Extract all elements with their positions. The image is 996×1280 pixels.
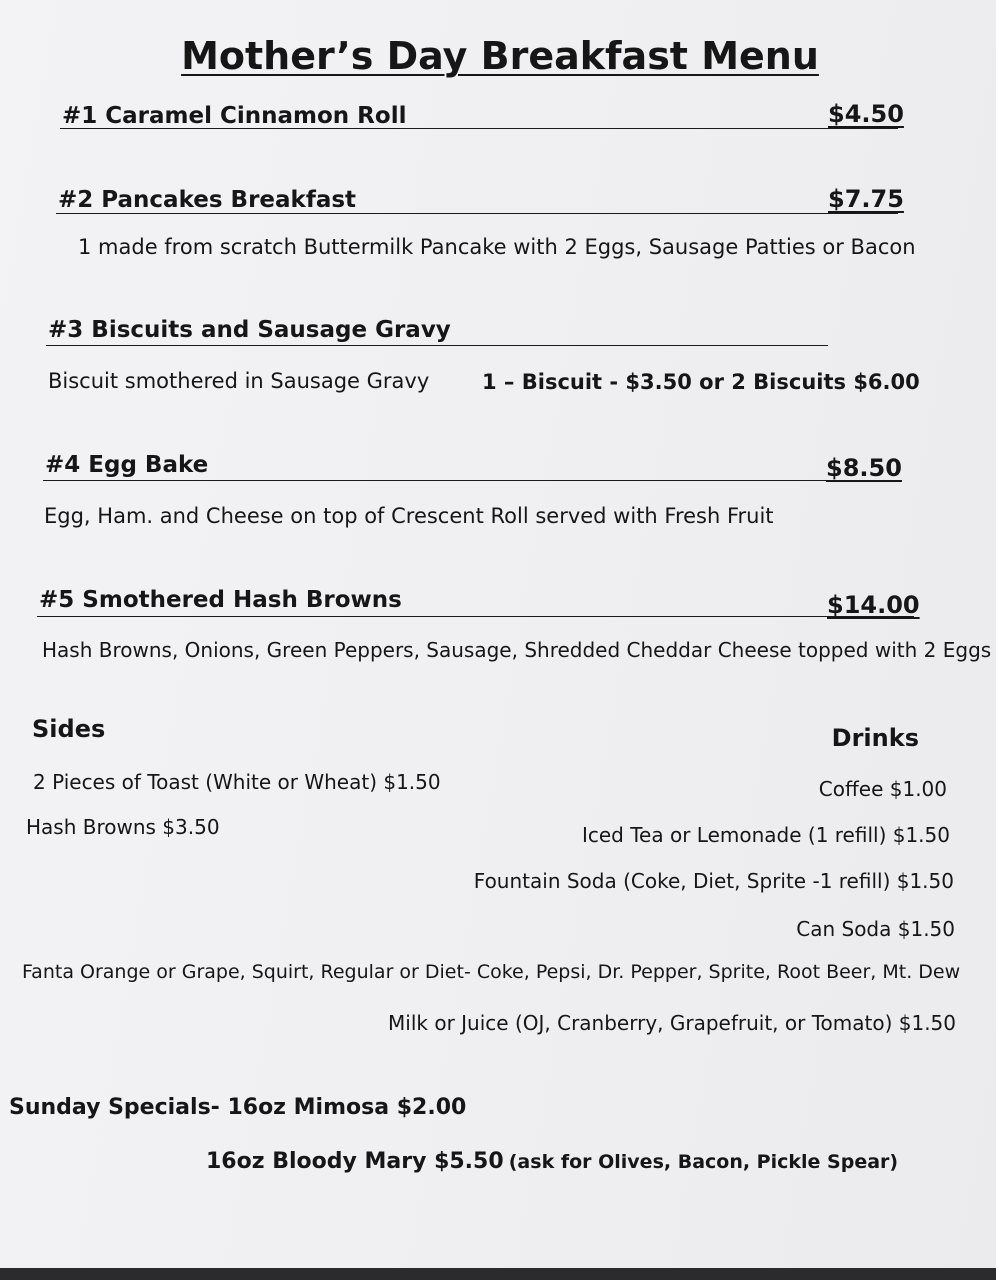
- item-3-name: #3 Biscuits and Sausage Gravy: [48, 317, 451, 343]
- sides-heading: Sides: [32, 715, 106, 743]
- drink-item-soda-flavors: Fanta Orange or Grape, Squirt, Regular or Diet- Coke, Pepsi, Dr. Pepper, Sprite, Root Beer, Mt. Dew: [22, 961, 961, 983]
- menu-title: Mother’s Day Breakfast Menu: [181, 34, 819, 78]
- item-1-price: $4.50: [828, 100, 904, 128]
- item-4-price: $8.50: [826, 454, 902, 482]
- drinks-heading: Drinks: [831, 724, 919, 752]
- side-item-toast: 2 Pieces of Toast (White or Wheat) $1.50: [33, 770, 441, 794]
- item-1-name: #1 Caramel Cinnamon Roll: [62, 103, 407, 129]
- item-1-rule: [60, 128, 898, 129]
- drink-item-milk-juice: Milk or Juice (OJ, Cranberry, Grapefruit, or Tomato) $1.50: [388, 1011, 956, 1035]
- drink-item-can-soda: Can Soda $1.50: [796, 917, 955, 941]
- drink-item-fountain-soda: Fountain Soda (Coke, Diet, Sprite -1 refill) $1.50: [473, 869, 954, 893]
- drink-item-coffee: Coffee $1.00: [818, 777, 947, 801]
- specials-bloody-mary: 16oz Bloody Mary $5.50: [206, 1149, 504, 1174]
- item-4-description: Egg, Ham. and Cheese on top of Crescent Roll served with Fresh Fruit: [44, 504, 774, 528]
- specials-bloody-mary-note: (ask for Olives, Bacon, Pickle Spear): [508, 1151, 899, 1173]
- item-3-pricing: 1 – Biscuit - $3.50 or 2 Biscuits $6.00: [482, 370, 920, 394]
- item-2-price: $7.75: [828, 185, 904, 213]
- item-5-description: Hash Browns, Onions, Green Peppers, Sausage, Shredded Cheddar Cheese topped with 2 Eggs: [42, 638, 992, 662]
- drink-item-iced-tea: Iced Tea or Lemonade (1 refill) $1.50: [581, 823, 950, 847]
- item-3-rule: [46, 345, 828, 346]
- item-3-description: Biscuit smothered in Sausage Gravy: [48, 369, 430, 393]
- specials-line-1: Sunday Specials- 16oz Mimosa $2.00: [9, 1095, 467, 1120]
- item-4-rule: [43, 480, 898, 481]
- item-2-rule: [56, 213, 898, 214]
- side-item-hash-browns: Hash Browns $3.50: [26, 815, 220, 839]
- item-5-name: #5 Smothered Hash Browns: [39, 587, 402, 613]
- item-2-name: #2 Pancakes Breakfast: [58, 187, 357, 213]
- item-5-rule: [37, 616, 914, 617]
- item-5-price: $14.00: [827, 591, 920, 619]
- specials-line-2: [206, 1149, 898, 1174]
- item-4-name: #4 Egg Bake: [45, 452, 209, 478]
- item-2-description: 1 made from scratch Buttermilk Pancake with 2 Eggs, Sausage Patties or Bacon: [78, 235, 916, 259]
